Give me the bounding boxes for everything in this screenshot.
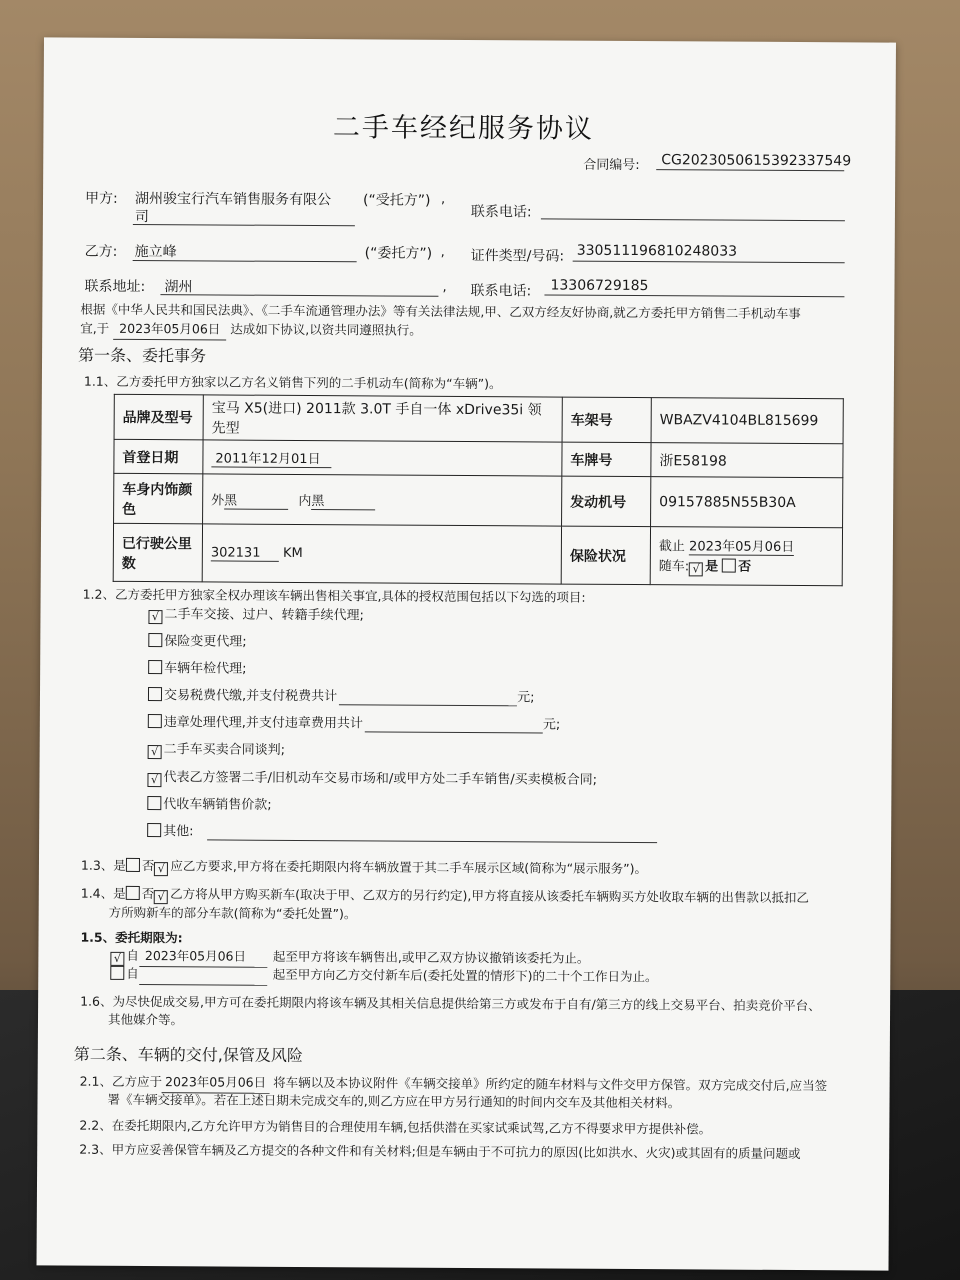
exterior-color: 黑 <box>224 489 288 509</box>
interior-color: 黑 <box>311 490 375 510</box>
insurance-no-checkbox <box>722 559 736 573</box>
insurance-no: 否 <box>738 559 752 575</box>
plate-label: 车牌号 <box>562 442 651 477</box>
clause-1-3-no: 否 <box>141 858 155 874</box>
auth-text: 交易税费代缴,并支付税费共计 <box>163 688 338 705</box>
contract-number-label: 合同编号: <box>583 157 640 174</box>
clause-1-5-line2 <box>110 964 657 988</box>
auth-text: 代表乙方签署二手/旧机动车交易市场和/或甲方处二手车销售/买卖模板合同; <box>163 770 598 788</box>
party-b-id-label: 证件类型/号码: <box>470 248 565 265</box>
preamble-line2 <box>80 319 422 342</box>
clause-1-3-no-checkbox: √ <box>154 862 168 876</box>
mileage-label-line2: 数 <box>121 555 136 572</box>
party-b-name: 施立峰 <box>134 243 177 261</box>
insurance-until: 截止 <box>658 539 685 555</box>
contract-sheet <box>37 37 896 1270</box>
auth-item <box>148 684 535 706</box>
party-b-role: (“委托方”) <box>364 245 433 262</box>
clause-1-4-text: 乙方将从甲方购买新车(取决于甲、乙双方的另行约定),甲方将直接从该委托车辆购买方处收取车辆的出售款以抵扣乙 <box>170 886 809 906</box>
contract-number: CG2023050615392337549 <box>661 152 852 170</box>
auth-text: 其他: <box>163 824 194 840</box>
brand-label: 品牌及型号 <box>114 394 203 440</box>
mileage-value: 302131 <box>211 545 279 561</box>
auth-checkbox: √ <box>148 745 162 759</box>
color-label-line2: 色 <box>122 501 137 518</box>
clause-1-2: 1.2、乙方委托甲方独家全权办理该车辆出售相关事宜,具体的授权范围包括以下勾选的项目: <box>82 586 586 605</box>
insurance-yes: 是 <box>705 559 719 575</box>
interior-label: 内 <box>298 493 312 509</box>
party-a-label: 甲方: <box>84 190 118 207</box>
address-value: 湖州 <box>164 279 193 296</box>
term-2-text: 起至甲方向乙方交付新车后(委托处置的情形下)的二十个工作日为止。 <box>272 966 658 985</box>
reg-date-label: 首登日期 <box>114 439 203 474</box>
address-label: 联系地址: <box>84 278 146 296</box>
clause-1-3 <box>81 856 647 879</box>
insurance-label: 保险状况 <box>561 526 650 585</box>
auth-text: 二手车买卖合同谈判; <box>163 742 286 758</box>
mileage-label <box>113 523 202 582</box>
clause-1-4-line2: 方所购新车的部分车款(简称为“委托处置”)。 <box>108 904 357 922</box>
clause-2-3: 2.3、甲方应妥善保管车辆及乙方提交的各种文件和有关材料;但是车辆由于不可抗力的原因(比如洪水、火灾)或其固有的质量问题或 <box>79 1141 801 1162</box>
party-b-label: 乙方: <box>84 243 118 260</box>
auth-item <box>148 711 561 734</box>
term-1-checkbox: √ <box>110 952 124 966</box>
color-label-line1: 车身内饰颜 <box>122 481 193 498</box>
engine-value: 09157885N55B30A <box>651 477 843 528</box>
term-1-text: 起至甲方将该车辆售出,或甲乙双方协议撤销该委托为止。 <box>272 948 590 966</box>
preamble-line2-end: 达成如下协议,以资共同遵照执行。 <box>230 321 422 338</box>
article-1-heading: 第一条、委托事务 <box>78 345 207 366</box>
term-2-checkbox <box>110 966 124 980</box>
auth-text: 二手车交接、过户、转籍手续代理; <box>164 607 364 624</box>
auth-tail: 元; <box>542 717 561 733</box>
auth-text: 车辆年检代理; <box>164 661 247 677</box>
clause-1-1: 1.1、乙方委托甲方独家以乙方名义销售下列的二手机动车(简称为“车辆”)。 <box>83 373 502 392</box>
plate-value: 浙E58198 <box>651 443 843 478</box>
clause-1-5-label: 1.5、委托期限为: <box>80 929 183 946</box>
term-1-from: 自 <box>126 947 139 963</box>
color-label <box>114 473 203 524</box>
auth-checkbox <box>148 633 162 647</box>
clause-1-3-yes: 1.3、是 <box>80 857 126 873</box>
auth-text: 违章处理代理,并支付违章费用共计 <box>163 715 364 732</box>
party-a-name-cont: 司 <box>134 208 149 226</box>
clause-1-4-yes-checkbox <box>126 886 140 900</box>
insurance-follow: 随车: <box>658 559 690 575</box>
clause-1-3-yes-checkbox <box>126 858 140 872</box>
auth-checkbox <box>147 796 161 810</box>
clause-2-2: 2.2、在委托期限内,乙方允许甲方为销售目的合理使用车辆,包括供潜在买家试乘试驾,乙方不得要求甲方提供补偿。 <box>79 1117 712 1137</box>
vehicle-table <box>113 394 844 586</box>
clause-1-4-yes: 1.4、是 <box>80 885 126 901</box>
clause-2-1-text: 将车辆以及本协议附件《车辆交接单》所约定的随车材料与文件交甲方保管。双方完成交付后,应当签 <box>273 1074 828 1094</box>
auth-item <box>148 657 247 677</box>
auth-checkbox <box>148 660 162 674</box>
auth-checkbox <box>148 714 162 728</box>
brand-value: 宝马 X5(进口) 2011款 3.0T 手自一体 xDrive35i 领先型 <box>203 395 562 442</box>
engine-label: 发动机号 <box>562 476 651 527</box>
article-2-heading: 第二条、车辆的交付,保管及风险 <box>73 1044 303 1065</box>
auth-item <box>148 603 364 625</box>
party-a-phone-label: 联系电话: <box>470 204 532 221</box>
auth-item <box>148 738 286 760</box>
insurance-cell <box>650 527 842 586</box>
auth-checkbox: √ <box>148 610 162 624</box>
party-b-sep: , <box>440 244 445 260</box>
clause-1-4-no: 否 <box>141 886 155 902</box>
exterior-label: 外 <box>211 492 225 509</box>
auth-text: 代收车辆销售价款; <box>163 797 272 813</box>
auth-item <box>147 820 658 843</box>
reg-date-cell <box>203 440 562 476</box>
auth-checkbox: √ <box>147 773 161 787</box>
delivery-date: 2023年05月06日 <box>162 1072 269 1094</box>
auth-checkbox <box>148 687 162 701</box>
mileage-label-line1: 已行驶公里 <box>121 535 192 552</box>
preamble-line2-start: 宜,于 <box>80 320 110 336</box>
clause-1-6-line1: 1.6、为尽快促成交易,甲方可在委托期限内将该车辆及其相关信息提供给第三方或发布于自有/第三方的线上交易平台、拍卖竞价平台、 <box>80 993 821 1014</box>
clause-1-4-no-checkbox: √ <box>154 890 168 904</box>
preamble-line1: 根据《中华人民共和国民法典》、《二手车流通管理办法》等有关法律法规,甲、乙双方经友好协商,就乙方委托甲方销售二手机动车事 <box>80 301 801 322</box>
reg-date-value: 2011年12月01日 <box>211 447 331 468</box>
clause-1-6-line2: 其他媒介等。 <box>107 1011 184 1028</box>
party-b-phone: 13306729185 <box>550 277 649 295</box>
auth-item <box>147 766 597 790</box>
auth-tail: 元; <box>517 690 535 706</box>
document-title: 二手车经纪服务协议 <box>332 112 595 145</box>
party-a-name: 湖州骏宝行汽车销售服务有限公 <box>134 190 332 209</box>
insurance-yes-checkbox: √ <box>689 562 703 576</box>
auth-checkbox <box>147 823 161 837</box>
clause-2-1-line2: 署《车辆交接单》。若在上述日期未完成交车的,则乙方应在甲方另行通知的时间内交车及其他相关材料。 <box>107 1091 681 1111</box>
auth-item <box>147 793 272 813</box>
mileage-unit: KM <box>282 545 303 561</box>
party-a-sep: , <box>440 191 446 207</box>
vin-value: WBAZV4104BL815699 <box>651 398 843 444</box>
party-a-role: (“受托方”) <box>362 192 431 209</box>
term-1-date: 2023年05月06日 <box>139 946 267 968</box>
insurance-date: 2023年05月06日 <box>689 535 794 556</box>
auth-text: 保险变更代理; <box>164 634 247 650</box>
color-cell <box>203 474 562 526</box>
party-b-phone-label: 联系电话: <box>470 283 532 300</box>
auth-item <box>148 630 247 650</box>
clause-2-1-start: 2.1、乙方应于 <box>79 1073 163 1090</box>
vin-label: 车架号 <box>562 397 651 443</box>
mileage-cell <box>202 524 561 584</box>
party-b-id: 330511196810248033 <box>576 242 738 260</box>
term-2-from: 自 <box>126 965 139 981</box>
preamble-date: 2023年05月06日 <box>113 319 226 341</box>
clause-1-3-text: 应乙方要求,甲方将在委托期限内将车辆放置于其二手车展示区域(简称为“展示服务”)。 <box>170 858 648 877</box>
address-sep: , <box>442 279 447 295</box>
